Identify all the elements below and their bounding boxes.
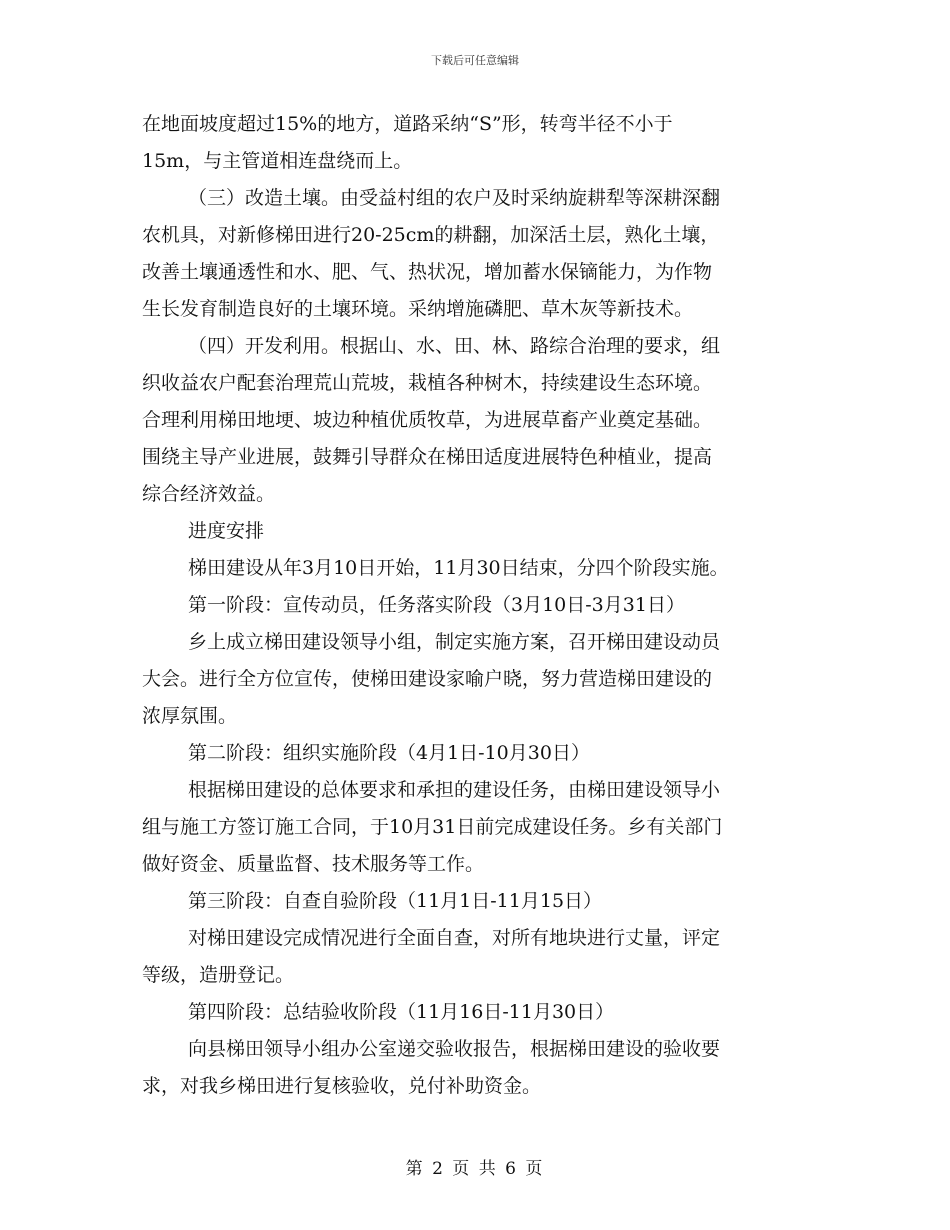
text-line: 合理利用梯田地埂、坡边种植优质牧草，为进展草畜产业奠定基础。	[142, 409, 713, 431]
text-line: 做好资金、质量监督、技术服务等工作。	[142, 853, 485, 875]
text-line: 在地面坡度超过15%的地方，道路采纳“S”形，转弯半径不小于	[142, 113, 673, 135]
page-footer: 第 2 页 共 6 页	[405, 1159, 545, 1179]
text-line: 向县梯田领导小组办公室递交验收报告，根据梯田建设的验收要	[188, 1038, 721, 1060]
text-line: 第三阶段：自查自验阶段（11月1日-11月15日）	[188, 890, 603, 912]
text-line: 梯田建设从年3月10日开始，11月30日结束，分四个阶段实施。	[188, 557, 729, 579]
text-line: 改善土壤通透性和水、肥、气、热状况，增加蓄水保镝能力，为作物	[142, 261, 713, 283]
text-line: 第二阶段：组织实施阶段（4月1日-10月30日）	[188, 742, 590, 764]
text-line: 综合经济效益。	[142, 483, 276, 505]
text-line: 乡上成立梯田建设领导小组，制定实施方案，召开梯田建设动员	[188, 631, 721, 653]
text-line: 求，对我乡梯田进行复核验收，兑付补助资金。	[142, 1075, 542, 1097]
text-line: 对梯田建设完成情况进行全面自查，对所有地块进行丈量，评定	[188, 927, 721, 949]
text-line: （三）改造土壤。由受益村组的农户及时采纳旋耕犁等深耕深翻	[188, 187, 721, 209]
text-line: 浓厚氛围。	[142, 705, 238, 727]
text-line: 织收益农户配套治理荒山荒坡，栽植各种树木，持续建设生态环境。	[142, 372, 713, 394]
text-line: 根据梯田建设的总体要求和承担的建设任务，由梯田建设领导小	[188, 779, 721, 801]
text-line: 生长发育制造良好的土壤环境。采纳增施磷肥、草木灰等新技术。	[142, 298, 694, 320]
text-line: 等级，造册登记。	[142, 964, 295, 986]
text-line: 农机具，对新修梯田进行20-25cm的耕翻，加深活土层，熟化土壤，	[142, 224, 720, 246]
text-line: 进度安排	[188, 520, 265, 542]
text-line: 大会。进行全方位宣传，使梯田建设家喻户晓，努力营造梯田建设的	[142, 668, 713, 690]
text-line: （四）开发利用。根据山、水、田、林、路综合治理的要求，组	[188, 335, 721, 357]
text-line: 第四阶段：总结验收阶段（11月16日-11月30日）	[188, 1001, 615, 1023]
text-line: 15m，与主管道相连盘绕而上。	[142, 150, 413, 172]
page-header: 下载后可任意编辑	[431, 54, 519, 67]
text-line: 第一阶段：宣传动员，任务落实阶段（3月10日-3月31日）	[188, 594, 685, 616]
document-body	[142, 106, 812, 1105]
text-line: 组与施工方签订施工合同，于10月31日前完成建设任务。乡有关部门	[142, 816, 723, 838]
text-line: 围绕主导产业进展，鼓舞引导群众在梯田适度进展特色种植业，提高	[142, 446, 713, 468]
